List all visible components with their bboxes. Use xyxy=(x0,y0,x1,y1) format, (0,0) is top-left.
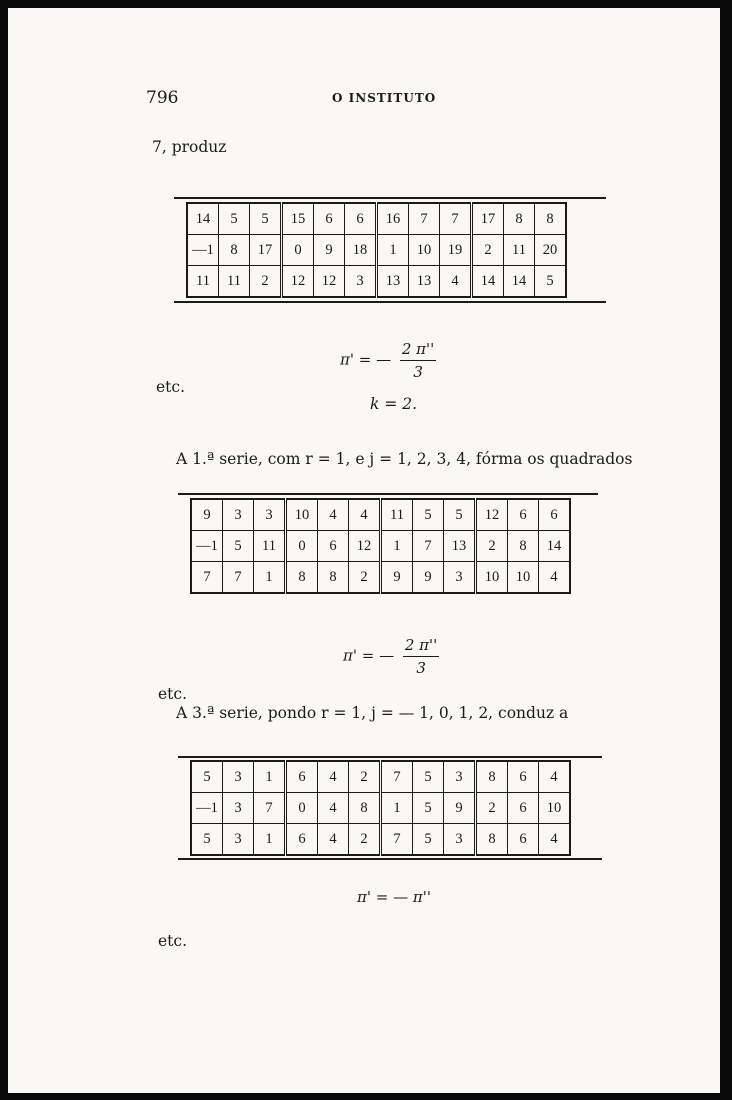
intro-line: 7, produz xyxy=(152,138,227,156)
equation-2-numerator: 2 π'' xyxy=(403,636,439,657)
table-cell: 12 xyxy=(314,266,345,298)
table-cell: 7 xyxy=(381,824,413,856)
table-row xyxy=(191,562,570,594)
table-cell: 7 xyxy=(381,761,413,793)
k-line: k = 2. xyxy=(370,395,418,413)
table-cell: 6 xyxy=(508,761,539,793)
table-cell: 1 xyxy=(254,562,286,594)
paragraph-serie-3: A 3.ª serie, pondo r = 1, j = — 1, 0, 1, 2, conduz a xyxy=(176,704,569,722)
table-cell: 9 xyxy=(314,235,345,266)
table-cell: 1 xyxy=(381,793,413,824)
table-cell: 0 xyxy=(286,531,318,562)
table-cell: 1 xyxy=(381,531,413,562)
table-cell: 12 xyxy=(349,531,381,562)
table-cell: 4 xyxy=(440,266,472,298)
table-cell: 0 xyxy=(282,235,314,266)
table-cell: 17 xyxy=(472,203,504,235)
table-cell: 6 xyxy=(508,824,539,856)
table-row xyxy=(191,824,570,856)
table-cell: 5 xyxy=(191,824,223,856)
table-cell: 9 xyxy=(381,562,413,594)
equation-1-numerator: 2 π'' xyxy=(400,340,436,361)
table-cell: 13 xyxy=(409,266,440,298)
table-cell: 15 xyxy=(282,203,314,235)
table-cell: 6 xyxy=(508,793,539,824)
table-cell: 4 xyxy=(318,761,349,793)
table-cell: 14 xyxy=(472,266,504,298)
table-cell: 9 xyxy=(191,499,223,531)
table-cell: 7 xyxy=(191,562,223,594)
table-cell: 11 xyxy=(381,499,413,531)
table-cell: 5 xyxy=(219,203,250,235)
table-cell: 6 xyxy=(286,824,318,856)
table-cell: 4 xyxy=(318,499,349,531)
table-cell: 10 xyxy=(286,499,318,531)
table-cell: 2 xyxy=(349,824,381,856)
table-cell: 6 xyxy=(345,203,377,235)
table-cell: 3 xyxy=(223,761,254,793)
table-row xyxy=(191,793,570,824)
paragraph-serie-1: A 1.ª serie, com r = 1, e j = 1, 2, 3, 4, fórma os quadrados xyxy=(176,450,633,468)
table1-bottom-rule xyxy=(174,301,606,303)
table-cell: 16 xyxy=(377,203,409,235)
etc-2: etc. xyxy=(158,685,188,703)
table-cell: 11 xyxy=(254,531,286,562)
table-cell: 4 xyxy=(539,824,571,856)
table-cell: 5 xyxy=(413,499,444,531)
table-cell: 10 xyxy=(476,562,508,594)
table-cell: 8 xyxy=(349,793,381,824)
table-cell: 13 xyxy=(377,266,409,298)
table-cell: 6 xyxy=(508,499,539,531)
table-cell: 5 xyxy=(413,761,444,793)
table-cell: 5 xyxy=(413,824,444,856)
table-cell: 4 xyxy=(318,824,349,856)
equation-1-denominator: 3 xyxy=(413,363,423,381)
table-row xyxy=(187,266,566,298)
table-row xyxy=(191,499,570,531)
table-cell: 3 xyxy=(223,499,254,531)
table-cell: 5 xyxy=(223,531,254,562)
table-cell: 5 xyxy=(250,203,282,235)
table-cell: 2 xyxy=(250,266,282,298)
table-row xyxy=(191,761,570,793)
table-cell: 5 xyxy=(191,761,223,793)
table-cell: 10 xyxy=(508,562,539,594)
equation-1 xyxy=(340,340,436,381)
table-cell: 9 xyxy=(413,562,444,594)
table-cell: —1 xyxy=(191,793,223,824)
etc-1: etc. xyxy=(156,378,186,396)
table-cell: 5 xyxy=(413,793,444,824)
table-cell: 10 xyxy=(409,235,440,266)
table-cell: 0 xyxy=(286,793,318,824)
table-cell: 8 xyxy=(286,562,318,594)
table-cell: 19 xyxy=(440,235,472,266)
table-cell: 7 xyxy=(440,203,472,235)
table-cell: 11 xyxy=(504,235,535,266)
table-cell: 17 xyxy=(250,235,282,266)
table-row xyxy=(191,531,570,562)
magic-square-table-1 xyxy=(186,202,567,298)
table-cell: 8 xyxy=(476,761,508,793)
table-cell: 8 xyxy=(535,203,567,235)
table-cell: 7 xyxy=(409,203,440,235)
magic-square-table-2 xyxy=(190,498,571,594)
table-cell: 5 xyxy=(535,266,567,298)
table-cell: 11 xyxy=(187,266,219,298)
magic-square-table-3 xyxy=(190,760,571,856)
table-cell: 3 xyxy=(345,266,377,298)
equation-2-lhs: π' = — xyxy=(343,646,395,665)
table-cell: 1 xyxy=(254,761,286,793)
table-cell: 8 xyxy=(318,562,349,594)
equation-2 xyxy=(343,636,439,677)
table-cell: 3 xyxy=(223,793,254,824)
table-cell: 8 xyxy=(476,824,508,856)
journal-title: O INSTITUTO xyxy=(332,91,437,105)
table-cell: 8 xyxy=(508,531,539,562)
table-cell: 5 xyxy=(444,499,476,531)
table-cell: 3 xyxy=(444,761,476,793)
table-cell: 4 xyxy=(318,793,349,824)
table-cell: 6 xyxy=(318,531,349,562)
table-cell: 6 xyxy=(286,761,318,793)
table-cell: 9 xyxy=(444,793,476,824)
table-cell: 4 xyxy=(349,499,381,531)
table-cell: 2 xyxy=(476,793,508,824)
equation-2-denominator: 3 xyxy=(416,659,426,677)
table-cell: 20 xyxy=(535,235,567,266)
table-cell: 12 xyxy=(476,499,508,531)
table-cell: 3 xyxy=(444,824,476,856)
table3-top-rule xyxy=(178,756,602,758)
table-cell: —1 xyxy=(191,531,223,562)
page-number: 796 xyxy=(146,88,179,108)
table-cell: 4 xyxy=(539,562,571,594)
table-cell: 6 xyxy=(539,499,571,531)
table-cell: 7 xyxy=(254,793,286,824)
table-cell: 11 xyxy=(219,266,250,298)
table-cell: 3 xyxy=(444,562,476,594)
table-cell: 7 xyxy=(413,531,444,562)
table-cell: 14 xyxy=(504,266,535,298)
table-cell: 1 xyxy=(254,824,286,856)
table-cell: 1 xyxy=(377,235,409,266)
table-cell: 2 xyxy=(476,531,508,562)
table-cell: 13 xyxy=(444,531,476,562)
table-cell: 8 xyxy=(219,235,250,266)
table-cell: 2 xyxy=(349,562,381,594)
table-cell: 3 xyxy=(223,824,254,856)
table-cell: 2 xyxy=(472,235,504,266)
table-cell: 14 xyxy=(539,531,571,562)
equation-3: π' = — π'' xyxy=(357,888,431,906)
table-cell: 4 xyxy=(539,761,571,793)
table-cell: —1 xyxy=(187,235,219,266)
table1-top-rule xyxy=(174,197,606,199)
table-cell: 10 xyxy=(539,793,571,824)
table-cell: 6 xyxy=(314,203,345,235)
table-cell: 7 xyxy=(223,562,254,594)
table-cell: 8 xyxy=(504,203,535,235)
etc-3: etc. xyxy=(158,932,188,950)
table-cell: 3 xyxy=(254,499,286,531)
table-cell: 18 xyxy=(345,235,377,266)
table-row xyxy=(187,203,566,235)
equation-1-lhs: π' = — xyxy=(340,350,392,369)
table-cell: 2 xyxy=(349,761,381,793)
table-row xyxy=(187,235,566,266)
table2-top-rule xyxy=(178,493,598,495)
table3-bottom-rule xyxy=(178,858,602,860)
table-cell: 12 xyxy=(282,266,314,298)
table-cell: 14 xyxy=(187,203,219,235)
